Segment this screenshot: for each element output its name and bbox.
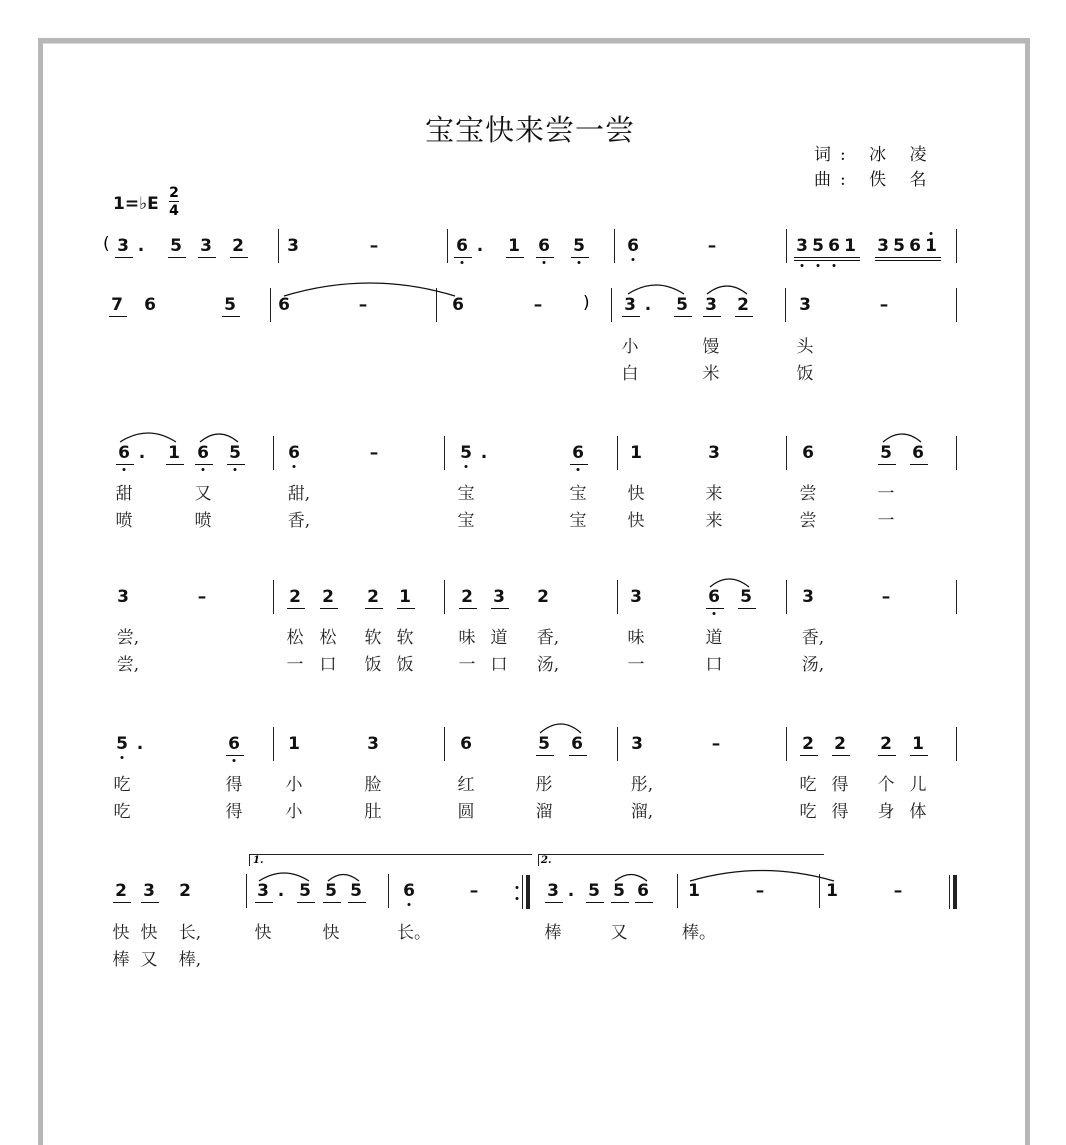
bar-line [956,580,957,614]
lyric: 个 [877,775,895,795]
bar-line [273,727,274,761]
lyric: 味 [627,628,645,648]
lyric: 棒, [178,950,202,970]
note-underline [226,755,244,756]
note: 2 [537,587,549,607]
note-underline [842,257,860,258]
note-underline [536,257,554,258]
repeat-dot-top [516,886,519,889]
lyric: 小 [285,775,303,795]
lyric: 快 [254,923,272,943]
song-title: 宝宝快来尝一尝 [425,113,636,147]
lyric: 汤, [536,655,560,675]
note-underline [611,902,629,903]
note-underline [571,257,589,258]
lyric: 得 [225,802,243,822]
lyric: 小 [621,337,639,357]
note: . [136,734,144,754]
octave-dot-low [202,468,205,471]
note: . [476,236,484,256]
note: 3 [287,236,299,256]
lyric: 宝 [457,511,475,531]
note-underline [586,902,604,903]
note: . [137,236,145,256]
note-underline [222,316,240,317]
note: 1 [826,881,838,901]
lyric: 一 [877,484,895,504]
bar-line [270,288,271,322]
note: 1 [925,236,937,256]
note: 6 [909,236,921,256]
lyric: 快 [140,923,158,943]
octave-dot-high [930,232,933,235]
lyric: 吃 [113,802,131,822]
note-underline [738,608,756,609]
note-underline [109,316,127,317]
lyric: 得 [831,775,849,795]
note-underline [227,464,245,465]
note: 3 [799,295,811,315]
note: 5 [460,443,472,463]
note: 7 [111,295,123,315]
lyric: 尝 [799,484,817,504]
note-underline [168,257,186,258]
volta-2-tick [538,854,539,866]
note: 1 [168,443,180,463]
note: 6 [403,881,415,901]
lyric: 宝 [569,511,587,531]
lyric: 棒 [544,923,562,943]
note: 6 [456,236,468,256]
lyric: 饭 [364,655,382,675]
lyric: 尝, [116,655,140,675]
lyric: 圆 [457,802,475,822]
lyric: 快 [627,511,645,531]
octave-dot-low [817,264,820,267]
note: 6 [627,236,639,256]
note-underline [459,608,477,609]
note-underline [923,257,941,258]
lyric: 香, [287,511,311,531]
bar-line [444,727,445,761]
paren: ( [103,234,110,254]
note: 6 [637,881,649,901]
octave-dot-low [578,261,581,264]
note-underline [195,464,213,465]
note: 6 [118,443,130,463]
note-underline [116,464,134,465]
lyric: 吃 [113,775,131,795]
note: 5 [573,236,585,256]
lyric: 白 [621,364,639,384]
note: – [358,295,368,315]
note-underline [323,902,341,903]
note: . [138,443,146,463]
lyric: 宝 [569,484,587,504]
note: 3 [493,587,505,607]
lyric: 馒 [702,337,720,357]
note-underline [878,464,896,465]
note-underline [255,902,273,903]
note: 2 [179,881,191,901]
note: 5 [170,236,182,256]
bar-line [614,229,615,263]
bar-line [819,874,820,908]
bar-line [273,436,274,470]
lyric: 香, [536,628,560,648]
bar-line [278,229,279,263]
octave-dot-low [121,756,124,759]
lyric: 喷 [115,511,133,531]
note: – [893,881,903,901]
note-underline [923,260,941,261]
lyric: 米 [702,364,720,384]
note-underline [365,608,383,609]
bar-line [786,580,787,614]
bar-line [611,288,612,322]
lyric: 快 [627,484,645,504]
lyric: 脸 [364,775,382,795]
note: – [711,734,721,754]
note: 2 [367,587,379,607]
lyric: 得 [225,775,243,795]
note: 3 [802,587,814,607]
lyric: 道 [705,628,723,648]
note: 6 [144,295,156,315]
lyric: 彤, [630,775,654,795]
note: 3 [631,734,643,754]
lyric: 来 [705,511,723,531]
note: 6 [571,734,583,754]
note-underline [735,316,753,317]
note-underline [842,260,860,261]
note: – [707,236,717,256]
note: 3 [624,295,636,315]
lyric: 一 [877,511,895,531]
lyric: 体 [909,802,927,822]
note: 1 [912,734,924,754]
lyric: 尝, [116,628,140,648]
volta-1-tick [249,854,250,866]
lyric: 一 [627,655,645,675]
note: 5 [893,236,905,256]
paren: ) [583,293,590,313]
note: 2 [115,881,127,901]
note: . [277,881,285,901]
note: 3 [705,295,717,315]
lyric: 汤, [801,655,825,675]
bar-line [273,580,274,614]
lyric: 口 [319,655,337,675]
volta-2-label: 2. [541,855,552,866]
lyric: 松 [319,628,337,648]
octave-dot-low [465,465,468,468]
final-bar-thin [949,875,950,909]
note-underline [348,902,366,903]
note-underline [910,464,928,465]
bar-line [785,288,786,322]
bar-line [956,288,957,322]
bar-line [436,288,437,322]
note: 6 [538,236,550,256]
note: 3 [200,236,212,256]
octave-dot-low [408,903,411,906]
lyric: 溜 [535,802,553,822]
note: 3 [117,587,129,607]
note: 2 [461,587,473,607]
note: 2 [322,587,334,607]
volta-2-line [538,854,824,855]
bar-line [617,727,618,761]
lyric: 溜, [630,802,654,822]
note-underline [230,257,248,258]
lyric: 口 [490,655,508,675]
note: 5 [116,734,128,754]
note: . [480,443,488,463]
lyric: 头 [796,337,814,357]
note: 3 [143,881,155,901]
note: 6 [288,443,300,463]
bar-line [956,229,957,263]
note: 3 [796,236,808,256]
note-underline [506,257,524,258]
key-signature: 1=♭E [113,194,159,214]
note: – [881,587,891,607]
note: 1 [399,587,411,607]
octave-dot-low [543,261,546,264]
note: 2 [880,734,892,754]
lyric: 长。 [397,923,431,943]
note: 2 [232,236,244,256]
note-underline [570,464,588,465]
note: 6 [912,443,924,463]
note: . [644,295,652,315]
note-underline [635,902,653,903]
lyric: 儿 [909,775,927,795]
note-underline [198,257,216,258]
lyric: 喷 [194,511,212,531]
octave-dot-low [577,468,580,471]
note: – [879,295,889,315]
lyric: 一 [286,655,304,675]
repeat-dot-bottom [516,897,519,900]
note: 6 [228,734,240,754]
note: 1 [688,881,700,901]
note: 1 [508,236,520,256]
note: – [533,295,543,315]
lyric: 甜, [287,484,311,504]
lyric: 饭 [796,364,814,384]
note: 3 [877,236,889,256]
lyric: 快 [112,923,130,943]
note: 5 [350,881,362,901]
note: 5 [676,295,688,315]
repeat-bar-thick [526,875,530,909]
lyric: 道 [490,628,508,648]
bar-line [786,727,787,761]
bar-line [447,229,448,263]
lyric: 又 [194,484,212,504]
note: 2 [289,587,301,607]
note-underline [166,464,184,465]
lyric: 吃 [799,775,817,795]
time-signature-bottom: 4 [169,203,179,219]
note: 3 [547,881,559,901]
lyric: 软 [396,628,414,648]
volta-1-label: 1. [253,855,264,866]
note-underline [800,755,818,756]
note-underline [320,608,338,609]
final-bar-thick [953,875,957,909]
note: – [369,443,379,463]
octave-dot-low [713,612,716,615]
bar-line [956,436,957,470]
note: – [469,881,479,901]
lyric: 身 [877,802,895,822]
note: 6 [572,443,584,463]
note: 1 [844,236,856,256]
note: 1 [288,734,300,754]
note: 5 [224,295,236,315]
lyricist-credit: 词: 冰 凌 [814,145,936,165]
bar-line [677,874,678,908]
note-underline [832,755,850,756]
note: 6 [278,295,290,315]
note: 1 [630,443,642,463]
lyric: 快 [322,923,340,943]
volta-1-line [249,854,532,855]
note-underline [113,902,131,903]
octave-dot-low [233,759,236,762]
lyric: 吃 [799,802,817,822]
note: 6 [802,443,814,463]
note-underline [622,316,640,317]
note: . [567,881,575,901]
note: 3 [630,587,642,607]
note-underline [287,608,305,609]
note: 6 [828,236,840,256]
note: 5 [538,734,550,754]
lyric: 甜 [115,484,133,504]
note-underline [910,755,928,756]
note-underline [115,257,133,258]
note: 5 [299,881,311,901]
note: 6 [708,587,720,607]
lyric: 松 [286,628,304,648]
note-underline [545,902,563,903]
octave-dot-low [833,264,836,267]
octave-dot-low [234,468,237,471]
lyric: 小 [285,802,303,822]
note: – [369,236,379,256]
note-underline [674,316,692,317]
bar-line [444,580,445,614]
note-underline [297,902,315,903]
lyric: 软 [364,628,382,648]
note: 5 [588,881,600,901]
lyric: 一 [458,655,476,675]
lyric: 长, [178,923,202,943]
bar-line [956,727,957,761]
note: 5 [740,587,752,607]
lyric: 又 [140,950,158,970]
note-underline [569,755,587,756]
lyric: 肚 [364,802,382,822]
note-underline [141,902,159,903]
note: 6 [197,443,209,463]
note: – [755,881,765,901]
bar-line [617,436,618,470]
repeat-bar-thin [522,875,523,909]
octave-dot-low [632,258,635,261]
lyric: 宝 [457,484,475,504]
note: 5 [325,881,337,901]
note: – [197,587,207,607]
note: 5 [880,443,892,463]
note: 3 [367,734,379,754]
note: 5 [613,881,625,901]
note: 2 [834,734,846,754]
bar-line [444,436,445,470]
note: 2 [802,734,814,754]
lyric: 又 [610,923,628,943]
lyric: 口 [705,655,723,675]
note-underline [703,316,721,317]
bar-line [617,580,618,614]
bar-line [786,436,787,470]
bar-line [786,229,787,263]
lyric: 棒。 [682,923,716,943]
lyric: 饭 [396,655,414,675]
note-underline [878,755,896,756]
lyric: 来 [705,484,723,504]
note-underline [706,608,724,609]
lyric: 尝 [799,511,817,531]
bar-line [246,874,247,908]
time-signature-top: 2 [169,185,179,201]
octave-dot-low [123,468,126,471]
lyric: 彤 [535,775,553,795]
lyric: 香, [801,628,825,648]
note-underline [397,608,415,609]
octave-dot-low [461,261,464,264]
note: 3 [708,443,720,463]
lyric: 味 [458,628,476,648]
note: 5 [229,443,241,463]
note-underline [454,257,472,258]
octave-dot-low [293,465,296,468]
note: 6 [460,734,472,754]
composer-credit: 曲: 佚 名 [814,170,936,190]
octave-dot-low [801,264,804,267]
note: 5 [812,236,824,256]
note: 6 [452,295,464,315]
note: 2 [737,295,749,315]
lyric: 红 [457,775,475,795]
lyric: 棒 [112,950,130,970]
lyric: 得 [831,802,849,822]
note: 3 [257,881,269,901]
note-underline [536,755,554,756]
bar-line [388,874,389,908]
note-underline [491,608,509,609]
note: 3 [117,236,129,256]
